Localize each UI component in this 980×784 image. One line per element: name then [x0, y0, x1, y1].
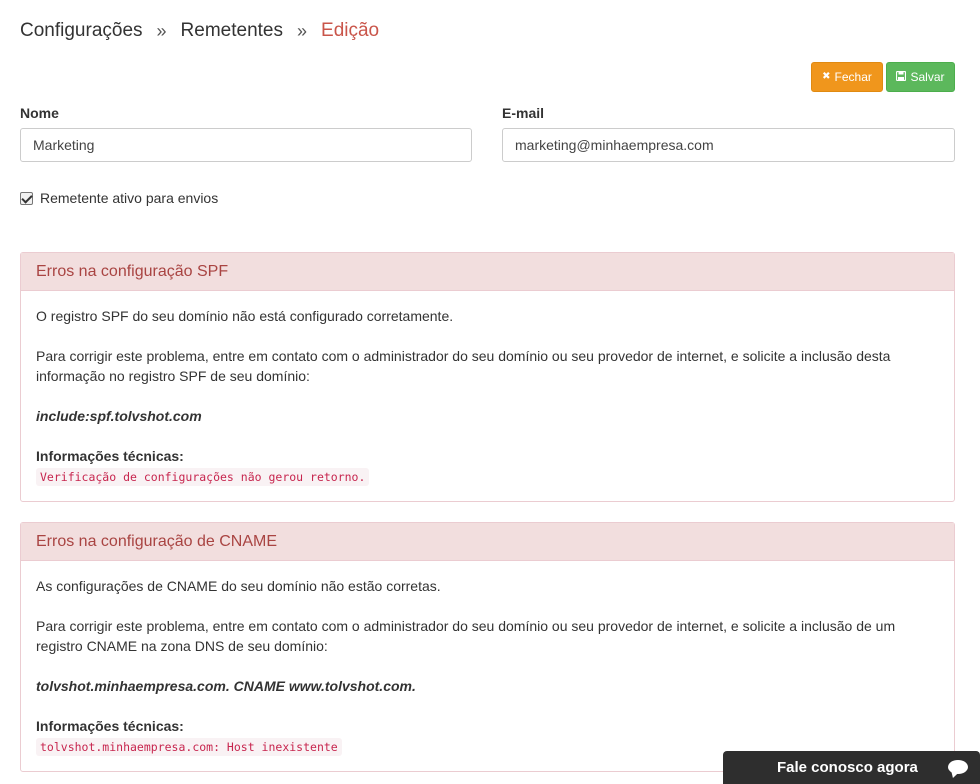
cname-tech-detail: tolvshot.minhaempresa.com: Host inexistente — [36, 738, 342, 756]
cname-instructions: Para corrigir este problema, entre em contato com o administrador do seu domínio ou seu provedor de internet, e solicite a inclusão de um registro CNAME na zona DNS de seu domínio: — [36, 618, 896, 654]
close-button-label: Fechar — [834, 70, 872, 84]
cname-tech-label: Informações técnicas: — [36, 718, 184, 734]
spf-tech-label: Informações técnicas: — [36, 448, 184, 464]
breadcrumb-configuracoes[interactable]: Configurações — [20, 20, 143, 41]
email-label: E-mail — [502, 105, 545, 121]
email-input[interactable]: marketing@minhaempresa.com — [502, 128, 955, 162]
active-sender-checkbox-row[interactable] — [20, 190, 218, 206]
breadcrumb — [20, 18, 379, 44]
spf-panel-title: Erros na configuração SPF — [21, 253, 954, 291]
spf-record: include:spf.tolvshot.com — [36, 408, 202, 424]
cname-panel-title: Erros na configuração de CNAME — [21, 523, 954, 561]
breadcrumb-separator: » — [297, 20, 308, 41]
name-input[interactable]: Marketing — [20, 128, 472, 162]
floppy-disk-icon — [896, 71, 906, 84]
spf-tech-detail-row — [36, 466, 939, 487]
breadcrumb-separator: » — [156, 20, 167, 41]
name-label: Nome — [20, 105, 59, 121]
save-button[interactable] — [886, 62, 955, 92]
spf-error-panel — [20, 252, 955, 502]
spf-instructions: Para corrigir este problema, entre em contato com o administrador do seu domínio ou seu provedor de internet, e solicite a inclusão desta informação no registro SPF de seu domínio: — [36, 348, 891, 384]
breadcrumb-remetentes[interactable]: Remetentes — [180, 20, 283, 41]
cname-record: tolvshot.minhaempresa.com. CNAME www.tolvshot.com. — [36, 678, 416, 694]
active-sender-checkbox[interactable] — [20, 192, 33, 205]
chat-label[interactable]: Fale conosco agora — [777, 759, 918, 776]
cname-message: As configurações de CNAME do seu domínio não estão corretas. — [36, 578, 441, 594]
chat-widget[interactable] — [723, 751, 980, 784]
breadcrumb-current: Edição — [321, 20, 380, 41]
spf-panel-body — [21, 291, 954, 501]
save-button-label: Salvar — [910, 70, 945, 84]
active-sender-label[interactable]: Remetente ativo para envios — [40, 190, 219, 206]
chat-bubble-icon[interactable] — [948, 760, 968, 774]
spf-tech-detail: Verificação de configurações não gerou retorno. — [36, 468, 369, 486]
cname-error-panel — [20, 522, 955, 772]
close-button[interactable] — [811, 62, 883, 92]
close-icon: ✖ — [822, 71, 831, 82]
cname-panel-body — [21, 561, 954, 771]
spf-message: O registro SPF do seu domínio não está configurado corretamente. — [36, 308, 454, 324]
